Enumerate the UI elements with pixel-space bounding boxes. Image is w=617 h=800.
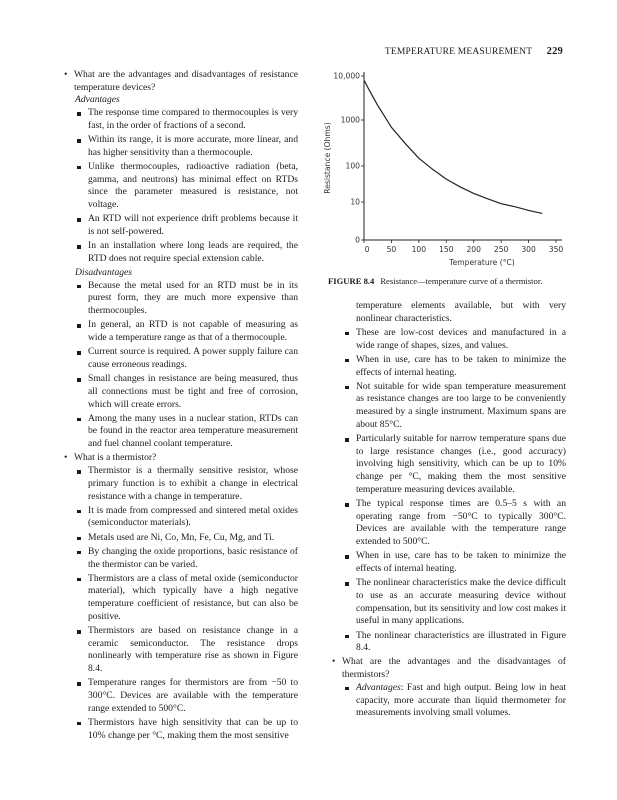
list-item: The nonlinear characteristics make the device difficult to use as an accurate measuring device without compensation, but its sensitivity and low cost makes it useful in many applications. (330, 577, 566, 628)
list-item: Thermistors are a class of metal oxide (semiconductor material), which typically have a high negative temperature coefficient of resistance, but can also be positive. (62, 573, 298, 624)
list-item: Not suitable for wide span temperature measurement as resistance changes are too large to be conveniently measured by a single instrument. Maximum spans are about 85°C. (330, 381, 566, 432)
list-item: Temperature ranges for thermistors are from −50 to 300°C. Devices are available with the temperature range extended to 500°C. (62, 677, 298, 715)
header-title: TEMPERATURE MEASUREMENT (384, 47, 533, 57)
question-rtd: • What are the advantages and disadvantages of resistance temperature devices? (62, 69, 298, 94)
list-item: In an installation where long leads are required, the RTD does not require special extension cable. (62, 240, 298, 265)
list-item: Thermistor is a thermally sensitive resistor, whose primary function is to exhibit a change in electrical resistance with a change in temperature. (62, 465, 298, 503)
rtd-disadvantages-list (62, 280, 298, 451)
figure-8-4-chart (318, 62, 580, 272)
rtd-advantages-list (62, 107, 298, 265)
x-tick-label: 250 (493, 245, 509, 254)
list-item (330, 682, 566, 720)
y-axis-ticks (333, 72, 364, 245)
chart-axes (364, 72, 562, 240)
x-tick-label: 0 (364, 245, 370, 254)
list-item: Because the metal used for an RTD must be in its purest form, they are much more expensive than thermocouples. (62, 280, 298, 318)
question-thermistor: • What is a thermistor? (62, 452, 298, 465)
figure-caption-text: Resistance—temperature curve of a thermistor. (380, 276, 543, 286)
list-item: Unlike thermocouples, radioactive radiation (beta, gamma, and neutrons) has minimal effect on RTDs since the parameter measured is resistance, not voltage. (62, 161, 298, 212)
continued-text: temperature elements available, but with very nonlinear characteristics. (356, 300, 566, 324)
list-item: The response time compared to thermocouples is very fast, in the order of fractions of a second. (62, 107, 298, 132)
page-number: 229 (546, 46, 563, 57)
advantages-heading: Advantages (75, 94, 120, 106)
running-header (385, 46, 563, 57)
right-column (330, 300, 566, 722)
list-item: Current source is required. A power supply failure can cause erroneous readings. (62, 346, 298, 371)
x-axis-ticks (364, 240, 563, 254)
disadvantages-heading: Disadvantages (75, 267, 133, 279)
y-tick-label: 10 (350, 197, 360, 207)
y-tick-label: 10,000 (333, 71, 360, 81)
list-item: Metals used are Ni, Co, Mn, Fe, Cu, Mg, and Ti. (62, 532, 298, 545)
x-tick-label: 150 (439, 245, 454, 254)
thermistor-list (62, 465, 298, 742)
resistance-temperature-chart (318, 62, 580, 272)
list-item: Particularly suitable for narrow temperature spans due to large resistance changes (i.e., good accuracy) involving high sensitivity, which can be up to 10% change per °C, making them the most sensitive temperature measuring devices available. (330, 433, 566, 497)
list-item: Small changes in resistance are being measured, thus all connections must be tight and free of corrosion, which will create errors. (62, 373, 298, 411)
figure-label: FIGURE 8.4 (328, 276, 375, 286)
list-item: The typical response times are 0.5–5 s with an operating range from −50°C to typically 300°C. Devices are available with the temperature range extended to 500°C. (330, 498, 566, 549)
list-item: In general, an RTD is not capable of measuring as wide a temperature range as that of a thermocouple. (62, 319, 298, 344)
list-item: When in use, care has to be taken to minimize the effects of internal heating. (330, 550, 566, 575)
x-axis-label: Temperature (°C) (449, 258, 515, 267)
list-item: It is made from compressed and sintered metal oxides (semiconductor materials). (62, 505, 298, 530)
x-tick-label: 300 (521, 245, 536, 254)
y-tick-label: 1000 (340, 115, 360, 125)
chart-series-line (364, 80, 542, 213)
x-tick-label: 50 (386, 245, 397, 254)
list-item: By changing the oxide proportions, basic resistance of the thermistor can be varied. (62, 546, 298, 571)
list-item: An RTD will not experience drift problems because it is not self-powered. (62, 213, 298, 238)
x-tick-label: 350 (548, 245, 564, 254)
y-tick-label: 0 (355, 235, 360, 245)
advantages-text: : Fast and high output. Being low in heat capacity, more accurate than liquid thermometer for measurements involving small volumes. (356, 681, 566, 719)
x-tick-label: 100 (411, 245, 427, 254)
list-item: The nonlinear characteristics are illustrated in Figure 8.4. (330, 630, 566, 655)
thermistor-properties-list (330, 327, 566, 655)
list-item: When in use, care has to be taken to minimize the effects of internal heating. (330, 354, 566, 379)
question-thermistor-advantages: • What are the advantages and the disadvantages of thermistors? (330, 656, 566, 681)
left-column (62, 68, 298, 744)
list-item: Thermistors are based on resistance change in a ceramic semiconductor. The resistance drops nonlinearly with temperature rise as shown in Figure 8.4. (62, 625, 298, 676)
list-item: These are low-cost devices and manufactured in a wide range of shapes, sizes, and values. (330, 327, 566, 352)
advantages-label: Advantages (356, 681, 401, 693)
thermistor-advantages-list (330, 682, 566, 720)
list-item: Thermistors have high sensitivity that can be up to 10% change per °C, making them the most sensitive (62, 717, 298, 742)
figure-caption (328, 276, 578, 286)
y-axis-label: Resistance (Ohms) (323, 122, 332, 194)
x-tick-label: 200 (466, 245, 481, 254)
y-tick-label: 100 (345, 161, 360, 171)
list-item: Within its range, it is more accurate, more linear, and has higher sensitivity than a thermocouple. (62, 134, 298, 159)
list-item: Among the many uses in a nuclear station, RTDs can be found in the reactor area temperature measurement and fuel channel coolant temperature. (62, 413, 298, 451)
